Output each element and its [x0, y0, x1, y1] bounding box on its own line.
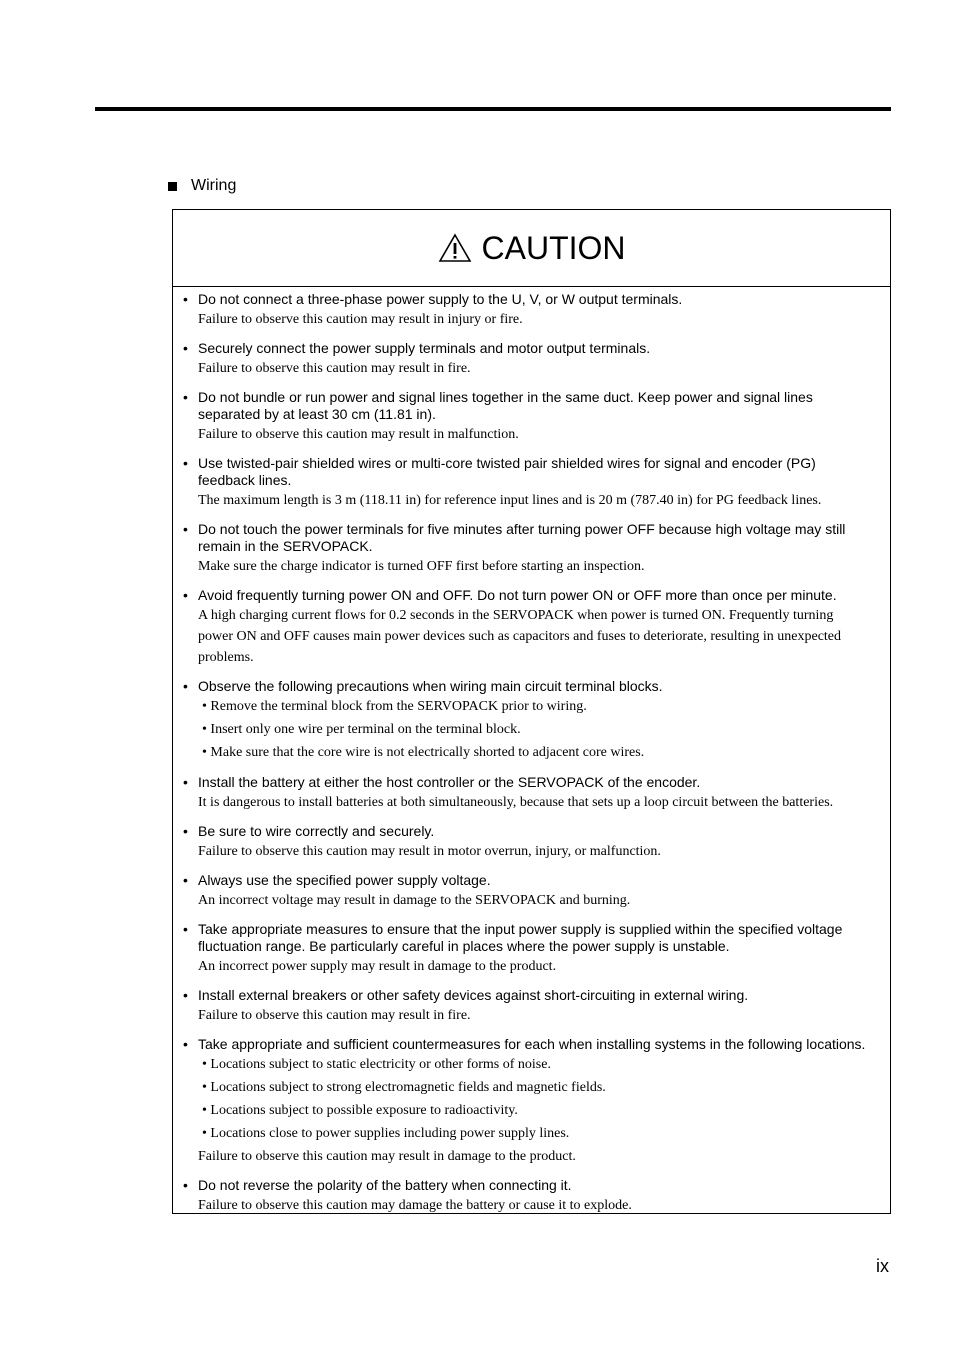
section-heading [168, 177, 236, 195]
item-note: Failure to observe this caution may result in motor overrun, injury, or malfunction. [198, 844, 661, 859]
bullet: • [183, 872, 188, 888]
list-item [183, 823, 870, 862]
item-main-text: Take appropriate measures to ensure that the input power supply is supplied within the specified voltage fluctuation range. Be particularly careful in places where the power supply is unstable. [198, 921, 843, 954]
bullet: • [183, 291, 188, 307]
list-item [183, 587, 870, 668]
bullet: • [183, 340, 188, 356]
item-note: It is dangerous to install batteries at both simultaneously, because that sets up a loop circuit between the batteries. [198, 795, 834, 810]
bullet: • [183, 389, 188, 405]
bullet: • [183, 521, 188, 537]
caution-box [172, 209, 891, 1214]
list-item [183, 774, 870, 813]
page-number: ix [876, 1256, 889, 1276]
bullet: • [183, 987, 188, 1003]
item-note: Make sure the charge indicator is turned OFF first before starting an inspection. [198, 559, 645, 574]
sub-item: • Locations subject to static electricity or other forms of noise. [202, 1057, 551, 1072]
item-main-text: Do not touch the power terminals for five minutes after turning power OFF because high voltage may still remain in the SERVOPACK. [198, 521, 846, 554]
item-main-text: Avoid frequently turning power ON and OFF. Do not turn power ON or OFF more than once per minute. [198, 587, 837, 603]
bullet: • [183, 1036, 188, 1052]
item-main-text: Use twisted-pair shielded wires or multi-core twisted pair shielded wires for signal and encoder (PG) feedback lines. [198, 455, 816, 488]
bullet: • [183, 455, 188, 471]
item-main-text: Install external breakers or other safety devices against short-circuiting in external wiring. [198, 987, 749, 1003]
item-main-text: Take appropriate and sufficient countermeasures for each when installing systems in the following locations. [198, 1036, 866, 1052]
list-item [183, 872, 870, 911]
item-main-text: Be sure to wire correctly and securely. [198, 823, 435, 839]
top-rule [95, 107, 891, 111]
list-item [183, 455, 870, 511]
warning-triangle-icon [438, 233, 472, 263]
item-note: Failure to observe this caution may result in fire. [198, 361, 471, 376]
sub-item: • Locations subject to strong electromagnetic fields and magnetic fields. [202, 1080, 606, 1095]
item-note: Failure to observe this caution may result in injury or fire. [198, 312, 523, 327]
caution-title: CAUTION [481, 229, 626, 266]
sub-item: • Remove the terminal block from the SERVOPACK prior to wiring. [202, 699, 587, 714]
caution-header [173, 210, 890, 287]
list-item [183, 987, 870, 1026]
section-title: Wiring [191, 177, 237, 194]
item-main-text: Always use the specified power supply voltage. [198, 872, 491, 888]
list-item [183, 678, 870, 764]
item-main-text: Do not bundle or run power and signal lines together in the same duct. Keep power and signal lines separated by at least 30 cm (11.81 in). [198, 389, 813, 422]
bullet: • [183, 921, 188, 937]
bullet: • [183, 678, 188, 694]
bullet: • [183, 774, 188, 790]
list-item [183, 340, 870, 379]
item-note: Failure to observe this caution may result in fire. [198, 1008, 471, 1023]
item-main-text: Install the battery at either the host controller or the SERVOPACK of the encoder. [198, 774, 701, 790]
list-item [183, 521, 870, 577]
sub-item: • Insert only one wire per terminal on the terminal block. [202, 722, 521, 737]
square-bullet-icon [168, 182, 177, 191]
item-main-text: Securely connect the power supply terminals and motor output terminals. [198, 340, 651, 356]
bullet: • [183, 1177, 188, 1193]
list-item [183, 921, 870, 977]
sub-item: • Locations close to power supplies including power supply lines. [202, 1126, 570, 1141]
item-note: Failure to observe this caution may result in malfunction. [198, 427, 519, 442]
item-note: Failure to observe this caution may result in damage to the product. [198, 1149, 576, 1164]
item-main-text: Observe the following precautions when wiring main circuit terminal blocks. [198, 678, 663, 694]
caution-list [173, 287, 890, 1216]
bullet: • [183, 587, 188, 603]
item-note: Failure to observe this caution may damage the battery or cause it to explode. [198, 1198, 632, 1213]
item-note: A high charging current flows for 0.2 seconds in the SERVOPACK when power is turned ON. Frequently turning power ON and OFF causes main power devices such as capacitors and fuses to deteriorate, resulting in unexpected problems. [198, 608, 842, 665]
list-item [183, 1036, 870, 1167]
item-main-text: Do not connect a three-phase power supply to the U, V, or W output terminals. [198, 291, 683, 307]
list-item [183, 389, 870, 445]
item-note: An incorrect voltage may result in damage to the SERVOPACK and burning. [198, 893, 631, 908]
item-main-text: Do not reverse the polarity of the battery when connecting it. [198, 1177, 572, 1193]
item-note: An incorrect power supply may result in damage to the product. [198, 959, 557, 974]
bullet: • [183, 823, 188, 839]
list-item [183, 291, 870, 330]
item-note: The maximum length is 3 m (118.11 in) for reference input lines and is 20 m (787.40 in) for PG feedback lines. [198, 493, 822, 508]
list-item [183, 1177, 870, 1216]
sub-item: • Make sure that the core wire is not electrically shorted to adjacent core wires. [202, 745, 645, 760]
sub-item: • Locations subject to possible exposure to radioactivity. [202, 1103, 518, 1118]
